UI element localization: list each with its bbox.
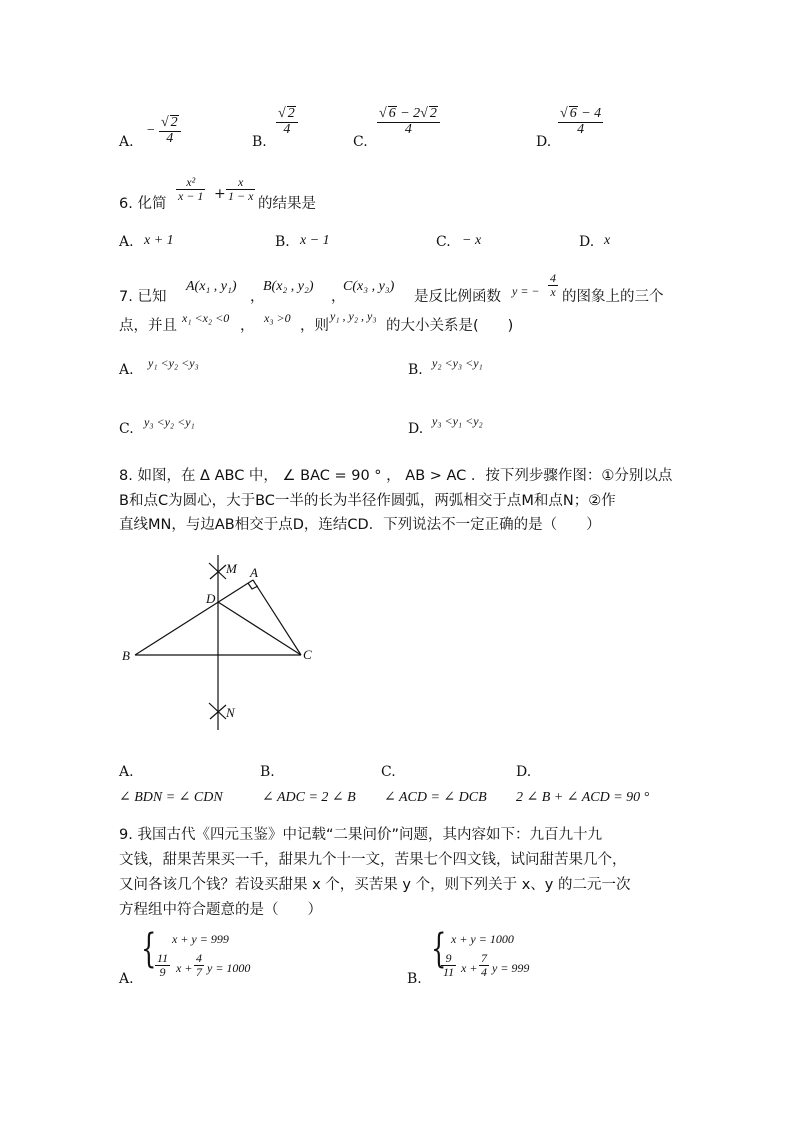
q6-option-a[interactable]: x + 1 [144, 233, 174, 248]
q7-line2-a: 点，并且 [119, 318, 177, 334]
brace-icon: { [141, 926, 157, 972]
q8-option-b-label: B. [260, 764, 275, 780]
q7-option-b[interactable]: y₂ <y₃ <y₁ [432, 356, 483, 370]
q8-triangle-figure [118, 545, 328, 740]
q9-option-a-fraction-1: $\frac{11}{9}$ [157, 951, 169, 979]
q6-option-c-label: C. [436, 234, 451, 250]
q9-option-b-label: B. [407, 971, 422, 987]
q7-option-c-label: C. [119, 421, 134, 437]
q9-option-a-fraction-2: $\frac{4}{7}$ [196, 951, 202, 979]
q7-tail: 的图象上的三个 [562, 289, 664, 305]
q6-option-d[interactable]: x [604, 233, 611, 248]
q7-line2-c: 的大小关系是( ) [386, 318, 514, 334]
q5-option-c-value[interactable]: $\frac{√ 6 - 2√ 2}{4}$ [377, 106, 440, 137]
q7-prefix: 7. 已知 [119, 289, 167, 305]
q8-option-a-label: A. [119, 764, 134, 780]
q9-option-a-mid: x + [176, 961, 193, 975]
q7-point-b: B(x₂ , y₂) [263, 279, 314, 294]
q8-option-a[interactable]: ∠ BDN = ∠ CDN [119, 790, 223, 805]
q8-option-d-label: D. [516, 764, 532, 780]
q9-line-2: 文钱，甜果苦果买一千，甜果九个十一文，苦果七个四文钱，试问甜苦果几个， [119, 852, 627, 868]
q7-function-fraction: $\frac{4}{x}$ [550, 271, 556, 299]
q5-option-a-label: A. [119, 134, 134, 150]
q6-option-d-label: D. [579, 234, 595, 250]
q7-vars: y₁ , y₂ , y₃ [330, 309, 377, 323]
q9-option-a-tail: y = 1000 [207, 961, 251, 975]
q9-option-b-eq1: x + y = 1000 [451, 932, 514, 946]
q9-option-b-tail: y = 999 [492, 961, 530, 975]
q9-option-b-fraction-1: $\frac{9}{11}$ [443, 951, 455, 979]
q7-mid-text: 是反比例函数 [414, 289, 501, 305]
q8-line-1: 8. 如图，在 Δ ABC 中， ∠ BAC = 90 ° ， AB > AC ．按下列步骤作图：①分别以点 [119, 468, 673, 484]
q7-option-d[interactable]: y₃ <y₁ <y₂ [432, 414, 483, 428]
q5-option-b-value[interactable]: $\frac{√ 2}{4}$ [276, 106, 298, 137]
q6-fraction-2: $\frac{x}{1 - x}$ [228, 175, 254, 203]
q5-option-d-label: D. [536, 134, 552, 150]
q9-option-b-fraction-2: $\frac{7}{4}$ [481, 951, 487, 979]
q6-prefix: 6. 化简 [119, 196, 167, 212]
q7-option-d-label: D. [408, 421, 424, 437]
q9-option-a-eq1: x + y = 999 [172, 932, 229, 946]
q5-option-c-label: C. [353, 134, 368, 150]
q7-line2-b: ，则 [300, 318, 329, 334]
q5-option-a-value[interactable]: − $\frac{√ 2}{4}$ [146, 115, 181, 146]
side-ab [135, 580, 253, 655]
q9-option-a-label: A. [119, 971, 134, 987]
side-ac [253, 580, 301, 655]
q6-option-a-label: A. [119, 234, 134, 250]
q7-option-a-label: A. [119, 362, 134, 378]
q6-option-b-label: B. [275, 234, 290, 250]
q9-option-b-mid: x + [461, 961, 478, 975]
q5-option-b-label: B. [252, 134, 267, 150]
q8-option-b[interactable]: ∠ ADC = 2 ∠ B [262, 790, 356, 805]
q6-fraction-1: $\frac{\text{x²}}{x - 1}$ [178, 175, 204, 203]
q7-separator: ， [331, 289, 346, 305]
q7-function-lhs: y = − [512, 284, 540, 298]
q7-condition-2: x₃ >0 [264, 311, 291, 325]
q8-option-c-label: C. [381, 764, 396, 780]
q6-option-b[interactable]: x − 1 [300, 233, 330, 248]
label-b: B [122, 648, 130, 663]
q6-suffix: 的结果是 [258, 196, 316, 212]
q7-separator: ， [250, 289, 265, 305]
q5-option-d-value[interactable]: $\frac{√ 6 - 4}{4}$ [560, 106, 602, 137]
q8-line-3: 直线MN，与边AB相交于点D，连结CD．下列说法不一定正确的是（ ） [119, 517, 601, 533]
q8-option-c[interactable]: ∠ ACD = ∠ DCB [384, 790, 487, 805]
q6-plus: + [214, 186, 226, 202]
label-d: D [206, 591, 216, 606]
q7-option-a[interactable]: y₁ <y₂ <y₃ [148, 356, 199, 370]
label-a: A [250, 565, 258, 580]
q8-line-2: B和点C为圆心，大于BC一半的长为半径作圆弧，两弧相交于点M和点N；②作 [119, 493, 616, 509]
q9-line-4: 方程组中符合题意的是（ ） [119, 902, 322, 918]
q7-condition-1: x₁ <x₂ <0 [182, 311, 230, 325]
segment-cd [218, 602, 301, 655]
q7-option-b-label: B. [408, 362, 423, 378]
label-c: C [303, 647, 312, 662]
q9-line-3: 又问各该几个钱？若设买甜果 x 个，买苦果 y 个，则下列关于 x、y 的二元一次 [119, 877, 631, 893]
label-n: N [226, 705, 235, 720]
q7-option-c[interactable]: y₃ <y₂ <y₁ [144, 415, 195, 429]
q7-comma: ， [240, 318, 255, 334]
q9-line-1: 9. 我国古代《四元玉鉴》中记载“二果问价”问题，其内容如下：九百九十九 [119, 827, 602, 843]
q6-option-c[interactable]: − x [462, 233, 482, 248]
q7-point-a: A(x₁ , y₁) [186, 279, 237, 294]
brace-icon: { [431, 926, 447, 972]
q8-option-d[interactable]: 2 ∠ B + ∠ ACD = 90 ° [516, 790, 650, 805]
q7-point-c: C(x₃ , y₃) [343, 279, 395, 294]
label-m: M [226, 561, 237, 576]
